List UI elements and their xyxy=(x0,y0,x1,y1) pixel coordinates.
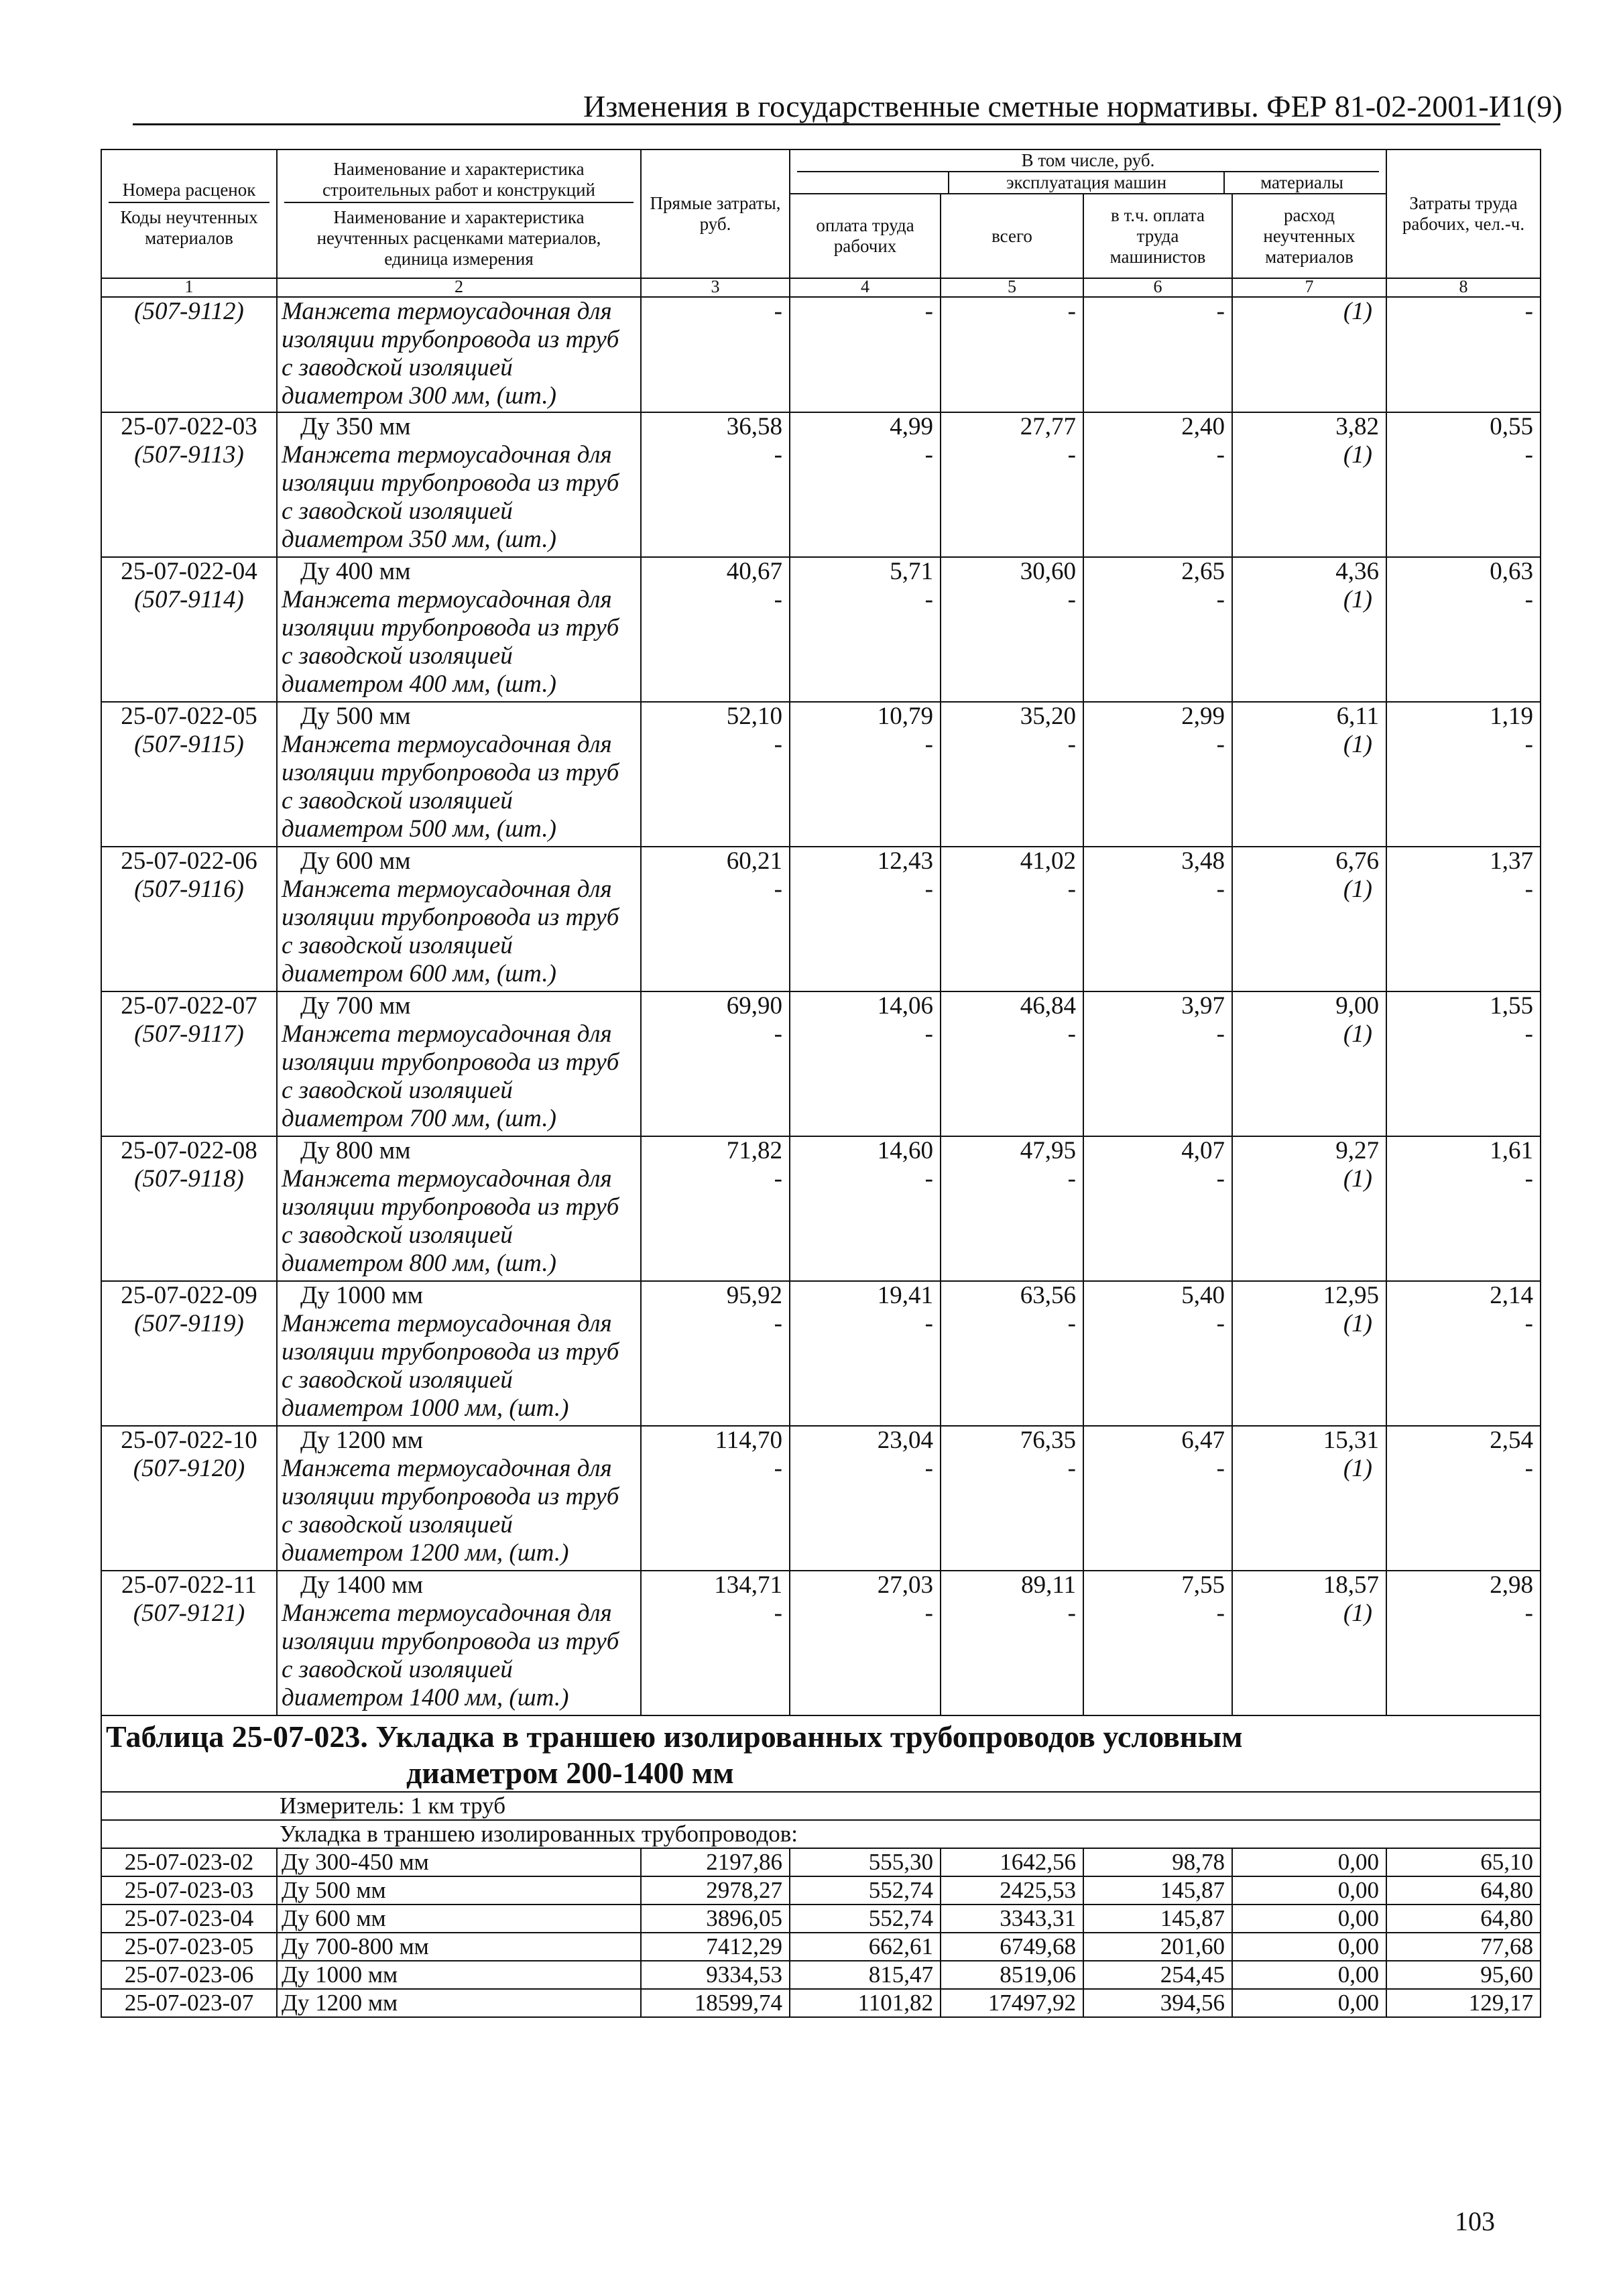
col-number: 8 xyxy=(1386,278,1541,297)
row-name: Ду 800 мм Манжета термоусадочная для изоляции трубопровода из труб с заводской изоляцией диаметром 800 мм, (шт.) xyxy=(277,1136,641,1281)
value-cell: 30,60 - xyxy=(941,557,1083,702)
value-cell: 95,92 - xyxy=(641,1281,790,1426)
value-cell: 0,00 xyxy=(1232,1905,1386,1933)
col-number: 7 xyxy=(1232,278,1386,297)
row-code: 25-07-022-11 (507-9121) xyxy=(101,1571,277,1715)
value-cell: 27,03 - xyxy=(790,1571,941,1715)
table-row xyxy=(101,557,1541,702)
value-cell: 1,37 - xyxy=(1386,847,1541,991)
value-cell: 2425,53 xyxy=(941,1876,1083,1905)
row-name: Ду 1000 мм Манжета термоусадочная для изоляции трубопровода из труб с заводской изоляцией диаметром 1000 мм, (шт.) xyxy=(277,1281,641,1426)
value-cell: 2,98 - xyxy=(1386,1571,1541,1715)
material-cost: 18,57 (1) xyxy=(1232,1571,1386,1715)
material-code: (507-9112) xyxy=(101,297,277,412)
dash-cell: - xyxy=(1386,297,1541,412)
table-row xyxy=(101,1571,1541,1715)
value-cell: 60,21 - xyxy=(641,847,790,991)
value-cell: 0,00 xyxy=(1232,1989,1386,2017)
table2-row xyxy=(101,1905,1541,1933)
row-name: Ду 600 мм Манжета термоусадочная для изоляции трубопровода из труб с заводской изоляцией диаметром 600 мм, (шт.) xyxy=(277,847,641,991)
value-cell: 254,45 xyxy=(1083,1961,1232,1989)
value-cell: 6749,68 xyxy=(941,1933,1083,1961)
value-cell: 6,47 - xyxy=(1083,1426,1232,1571)
value-cell: 95,60 xyxy=(1386,1961,1541,1989)
row-code: 25-07-022-05 (507-9115) xyxy=(101,702,277,847)
table-row xyxy=(101,1426,1541,1571)
row-code: 25-07-022-03 (507-9113) xyxy=(101,412,277,557)
value-cell: 8519,06 xyxy=(941,1961,1083,1989)
value-cell: 52,10 - xyxy=(641,702,790,847)
dash-cell: - xyxy=(641,297,790,412)
header-codes: Номера расценок Коды неучтенных материалов xyxy=(101,149,277,278)
value-cell: 3,97 - xyxy=(1083,991,1232,1136)
table2-row xyxy=(101,1961,1541,1989)
value-cell: 14,06 - xyxy=(790,991,941,1136)
value-cell: 1,55 - xyxy=(1386,991,1541,1136)
table2-row xyxy=(101,1989,1541,2017)
value-cell: 3343,31 xyxy=(941,1905,1083,1933)
col-number: 3 xyxy=(641,278,790,297)
table-row xyxy=(101,847,1541,991)
value-cell: 1,61 - xyxy=(1386,1136,1541,1281)
material-cost: 4,36 (1) xyxy=(1232,557,1386,702)
value-cell: 662,61 xyxy=(790,1933,941,1961)
row-code: 25-07-023-07 xyxy=(101,1989,277,2017)
header-machines-total: всего xyxy=(941,194,1083,278)
row-name: Ду 500 мм Манжета термоусадочная для изоляции трубопровода из труб с заводской изоляцией диаметром 500 мм, (шт.) xyxy=(277,702,641,847)
value-cell: 63,56 - xyxy=(941,1281,1083,1426)
header-materials: расход неучтенных материалов xyxy=(1232,194,1386,278)
value-cell: 3896,05 xyxy=(641,1905,790,1933)
row-code: 25-07-022-08 (507-9118) xyxy=(101,1136,277,1281)
row-name: Ду 600 мм xyxy=(277,1905,641,1933)
row-code: 25-07-022-09 (507-9119) xyxy=(101,1281,277,1426)
material-cost: 9,27 (1) xyxy=(1232,1136,1386,1281)
table2-subtitle: Укладка в траншею изолированных трубопроводов: xyxy=(101,1820,1541,1848)
value-cell: 17497,92 xyxy=(941,1989,1083,2017)
value-cell: 47,95 - xyxy=(941,1136,1083,1281)
col-number: 4 xyxy=(790,278,941,297)
row-name: Ду 700-800 мм xyxy=(277,1933,641,1961)
material-cost: 6,11 (1) xyxy=(1232,702,1386,847)
value-cell: 89,11 - xyxy=(941,1571,1083,1715)
header-labor: Затраты труда рабочих, чел.-ч. xyxy=(1386,149,1541,278)
row-code: 25-07-022-06 (507-9116) xyxy=(101,847,277,991)
value-cell: 7412,29 xyxy=(641,1933,790,1961)
value-cell: 552,74 xyxy=(790,1876,941,1905)
row-name: Ду 400 мм Манжета термоусадочная для изоляции трубопровода из труб с заводской изоляцией диаметром 400 мм, (шт.) xyxy=(277,557,641,702)
material-qty: (1) xyxy=(1232,297,1386,412)
value-cell: 69,90 - xyxy=(641,991,790,1136)
row-name: Ду 300-450 мм xyxy=(277,1848,641,1876)
value-cell: 0,00 xyxy=(1232,1876,1386,1905)
value-cell: 114,70 - xyxy=(641,1426,790,1571)
value-cell: 2197,86 xyxy=(641,1848,790,1876)
value-cell: 35,20 - xyxy=(941,702,1083,847)
value-cell: 3,48 - xyxy=(1083,847,1232,991)
row-name: Ду 350 мм Манжета термоусадочная для изоляции трубопровода из труб с заводской изоляцией диаметром 350 мм, (шт.) xyxy=(277,412,641,557)
value-cell: 2,14 - xyxy=(1386,1281,1541,1426)
page-number: 103 xyxy=(1455,2206,1495,2236)
value-cell: 0,63 - xyxy=(1386,557,1541,702)
row-code: 25-07-022-10 (507-9120) xyxy=(101,1426,277,1571)
material-cost: 12,95 (1) xyxy=(1232,1281,1386,1426)
row-name: Манжета термоусадочная для изоляции трубопровода из труб с заводской изоляцией диаметром 300 мм, (шт.) xyxy=(277,297,641,412)
value-cell: 7,55 - xyxy=(1083,1571,1232,1715)
value-cell: 5,40 - xyxy=(1083,1281,1232,1426)
table2-row xyxy=(101,1848,1541,1876)
header-worker-pay: оплата труда рабочих xyxy=(790,194,941,278)
row-name: Ду 1400 мм Манжета термоусадочная для изоляции трубопровода из труб с заводской изоляцией диаметром 1400 мм, (шт.) xyxy=(277,1571,641,1715)
table-row xyxy=(101,1136,1541,1281)
table-row xyxy=(101,991,1541,1136)
header-operator-pay: в т.ч. оплата труда машинистов xyxy=(1083,194,1232,278)
dash-cell: - xyxy=(790,297,941,412)
row-name: Ду 700 мм Манжета термоусадочная для изоляции трубопровода из труб с заводской изоляцией диаметром 700 мм, (шт.) xyxy=(277,991,641,1136)
norms-table xyxy=(101,149,1541,2018)
value-cell: 555,30 xyxy=(790,1848,941,1876)
header-rule xyxy=(133,123,1500,125)
value-cell: 2,65 - xyxy=(1083,557,1232,702)
value-cell: 201,60 xyxy=(1083,1933,1232,1961)
value-cell: 36,58 - xyxy=(641,412,790,557)
row-code: 25-07-022-07 (507-9117) xyxy=(101,991,277,1136)
value-cell: 65,10 xyxy=(1386,1848,1541,1876)
value-cell: 76,35 - xyxy=(941,1426,1083,1571)
table-row xyxy=(101,702,1541,847)
row-code: 25-07-023-05 xyxy=(101,1933,277,1961)
value-cell: 41,02 - xyxy=(941,847,1083,991)
value-cell: 64,80 xyxy=(1386,1905,1541,1933)
value-cell: 0,00 xyxy=(1232,1933,1386,1961)
value-cell: 129,17 xyxy=(1386,1989,1541,2017)
value-cell: 9334,53 xyxy=(641,1961,790,1989)
value-cell: 4,07 - xyxy=(1083,1136,1232,1281)
row-name: Ду 1200 мм Манжета термоусадочная для изоляции трубопровода из труб с заводской изоляцией диаметром 1200 мм, (шт.) xyxy=(277,1426,641,1571)
material-cost: 6,76 (1) xyxy=(1232,847,1386,991)
value-cell: 145,87 xyxy=(1083,1876,1232,1905)
material-cost: 9,00 (1) xyxy=(1232,991,1386,1136)
col-number: 1 xyxy=(101,278,277,297)
value-cell: 64,80 xyxy=(1386,1876,1541,1905)
col-number: 6 xyxy=(1083,278,1232,297)
value-cell: 4,99 - xyxy=(790,412,941,557)
dash-cell: - xyxy=(941,297,1083,412)
table2-row xyxy=(101,1876,1541,1905)
value-cell: 145,87 xyxy=(1083,1905,1232,1933)
value-cell: 98,78 xyxy=(1083,1848,1232,1876)
value-cell: 2,54 - xyxy=(1386,1426,1541,1571)
table2-measure-row xyxy=(101,1792,1541,1820)
value-cell: 2978,27 xyxy=(641,1876,790,1905)
value-cell: 5,71 - xyxy=(790,557,941,702)
value-cell: 18599,74 xyxy=(641,1989,790,2017)
value-cell: 2,40 - xyxy=(1083,412,1232,557)
header-group: В том числе, руб. эксплуатация машин материалы xyxy=(790,149,1386,194)
value-cell: 0,55 - xyxy=(1386,412,1541,557)
row-name: Ду 1200 мм xyxy=(277,1989,641,2017)
row-code: 25-07-022-04 (507-9114) xyxy=(101,557,277,702)
value-cell: 394,56 xyxy=(1083,1989,1232,2017)
value-cell: 552,74 xyxy=(790,1905,941,1933)
row-code: 25-07-023-02 xyxy=(101,1848,277,1876)
material-cost: 15,31 (1) xyxy=(1232,1426,1386,1571)
col-number: 2 xyxy=(277,278,641,297)
table-row xyxy=(101,412,1541,557)
value-cell: 0,00 xyxy=(1232,1961,1386,1989)
value-cell: 40,67 - xyxy=(641,557,790,702)
row-code: 25-07-023-04 xyxy=(101,1905,277,1933)
value-cell: 134,71 - xyxy=(641,1571,790,1715)
table2-measure: Измеритель: 1 км труб xyxy=(101,1792,1541,1820)
col-number: 5 xyxy=(941,278,1083,297)
value-cell: 19,41 - xyxy=(790,1281,941,1426)
value-cell: 815,47 xyxy=(790,1961,941,1989)
value-cell: 77,68 xyxy=(1386,1933,1541,1961)
value-cell: 2,99 - xyxy=(1083,702,1232,847)
value-cell: 71,82 - xyxy=(641,1136,790,1281)
value-cell: 1101,82 xyxy=(790,1989,941,2017)
table2-row xyxy=(101,1933,1541,1961)
table2-title-row xyxy=(101,1715,1541,1792)
table2-subtitle-row xyxy=(101,1820,1541,1848)
page-header: Изменения в государственные сметные нормативы. ФЕР 81-02-2001-И1(9) xyxy=(583,89,1563,123)
value-cell: 23,04 - xyxy=(790,1426,941,1571)
row-name: Ду 500 мм xyxy=(277,1876,641,1905)
table-row xyxy=(101,1281,1541,1426)
material-cost: 3,82 (1) xyxy=(1232,412,1386,557)
value-cell: 27,77 - xyxy=(941,412,1083,557)
table2-title: Таблица 25-07-023. Укладка в траншею изолированных трубопроводов условным диаметром 200-1400 мм xyxy=(101,1715,1541,1792)
header-names: Наименование и характеристика строительных работ и конструкций Наименование и характеристика неучтенных расценками материалов, единица измерения xyxy=(277,149,641,278)
value-cell: 10,79 - xyxy=(790,702,941,847)
value-cell: 14,60 - xyxy=(790,1136,941,1281)
row-code: 25-07-023-03 xyxy=(101,1876,277,1905)
value-cell: 1,19 - xyxy=(1386,702,1541,847)
header-direct-costs: Прямые затраты, руб. xyxy=(641,149,790,278)
value-cell: 12,43 - xyxy=(790,847,941,991)
value-cell: 1642,56 xyxy=(941,1848,1083,1876)
table-row xyxy=(101,297,1541,412)
row-name: Ду 1000 мм xyxy=(277,1961,641,1989)
row-code: 25-07-023-06 xyxy=(101,1961,277,1989)
value-cell: 0,00 xyxy=(1232,1848,1386,1876)
dash-cell: - xyxy=(1083,297,1232,412)
value-cell: 46,84 - xyxy=(941,991,1083,1136)
